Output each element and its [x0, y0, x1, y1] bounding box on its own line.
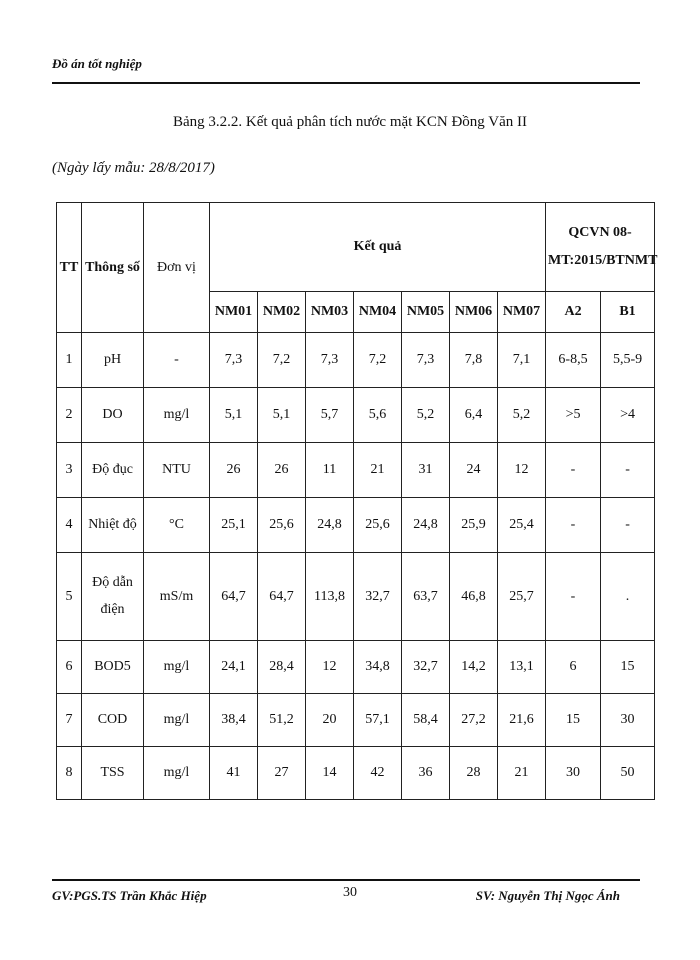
result-value: 5,1 — [210, 388, 258, 443]
table-row — [57, 498, 655, 553]
result-value: 25,1 — [210, 498, 258, 553]
footer-rule — [52, 879, 640, 881]
row-number: 5 — [57, 553, 82, 641]
limit-a2: 30 — [546, 747, 601, 800]
result-value: 25,9 — [450, 498, 498, 553]
table-row — [57, 641, 655, 694]
param-name: COD — [82, 694, 144, 747]
unit: mg/l — [144, 641, 210, 694]
result-value: 7,2 — [258, 333, 306, 388]
result-value: 31 — [402, 443, 450, 498]
result-value: 5,2 — [402, 388, 450, 443]
result-value: 24,8 — [402, 498, 450, 553]
header-row-1 — [57, 203, 655, 292]
result-value: 27 — [258, 747, 306, 800]
result-value: 12 — [306, 641, 354, 694]
table-row — [57, 333, 655, 388]
footer-advisor: GV:PGS.TS Trần Khắc Hiệp — [52, 888, 207, 903]
footer-student: SV: Nguyễn Thị Ngọc Ánh — [475, 888, 620, 903]
result-value: 11 — [306, 443, 354, 498]
table-row — [57, 747, 655, 800]
result-value: 25,6 — [354, 498, 402, 553]
result-value: 5,6 — [354, 388, 402, 443]
table-row — [57, 694, 655, 747]
result-value: 7,8 — [450, 333, 498, 388]
limit-header-b1: B1 — [601, 292, 655, 333]
limit-b1: - — [601, 498, 655, 553]
param-name: BOD5 — [82, 641, 144, 694]
result-value: 21,6 — [498, 694, 546, 747]
result-value: 27,2 — [450, 694, 498, 747]
result-value: 7,2 — [354, 333, 402, 388]
param-name: pH — [82, 333, 144, 388]
unit: mS/m — [144, 553, 210, 641]
param-name: DO — [82, 388, 144, 443]
result-value: 32,7 — [402, 641, 450, 694]
unit: °C — [144, 498, 210, 553]
result-value: 14 — [306, 747, 354, 800]
site-header: NM04 — [354, 292, 402, 333]
unit: NTU — [144, 443, 210, 498]
limit-b1: 30 — [601, 694, 655, 747]
row-number: 6 — [57, 641, 82, 694]
result-value: 34,8 — [354, 641, 402, 694]
table-row — [57, 388, 655, 443]
header-rule — [52, 82, 640, 84]
result-value: 113,8 — [306, 553, 354, 641]
document-header: Đồ án tốt nghiệp — [52, 56, 142, 71]
result-value: 12 — [498, 443, 546, 498]
col-header-standard: QCVN 08-MT:2015/BTNMT — [546, 203, 655, 292]
row-number: 7 — [57, 694, 82, 747]
page-number: 30 — [343, 885, 357, 900]
result-value: 5,1 — [258, 388, 306, 443]
unit: mg/l — [144, 694, 210, 747]
result-value: 24,1 — [210, 641, 258, 694]
col-header-tt: TT — [57, 203, 82, 333]
site-header: NM03 — [306, 292, 354, 333]
table-row — [57, 443, 655, 498]
site-header: NM06 — [450, 292, 498, 333]
row-number: 1 — [57, 333, 82, 388]
result-value: 6,4 — [450, 388, 498, 443]
result-value: 7,3 — [306, 333, 354, 388]
param-name: Độ đục — [82, 443, 144, 498]
result-value: 46,8 — [450, 553, 498, 641]
sample-date-note: (Ngày lấy mẫu: 28/8/2017) — [52, 160, 215, 176]
result-value: 64,7 — [210, 553, 258, 641]
result-value: 13,1 — [498, 641, 546, 694]
row-number: 4 — [57, 498, 82, 553]
result-value: 64,7 — [258, 553, 306, 641]
result-value: 5,2 — [498, 388, 546, 443]
result-value: 26 — [258, 443, 306, 498]
result-value: 5,7 — [306, 388, 354, 443]
param-name: Độ dẫn điện — [82, 553, 144, 641]
unit: mg/l — [144, 388, 210, 443]
site-header: NM07 — [498, 292, 546, 333]
limit-b1: - — [601, 443, 655, 498]
result-value: 25,7 — [498, 553, 546, 641]
limit-a2: 15 — [546, 694, 601, 747]
limit-b1: 50 — [601, 747, 655, 800]
limit-a2: >5 — [546, 388, 601, 443]
result-value: 41 — [210, 747, 258, 800]
result-value: 26 — [210, 443, 258, 498]
result-value: 21 — [498, 747, 546, 800]
result-value: 28,4 — [258, 641, 306, 694]
site-header: NM01 — [210, 292, 258, 333]
result-value: 24 — [450, 443, 498, 498]
limit-a2: 6-8,5 — [546, 333, 601, 388]
row-number: 2 — [57, 388, 82, 443]
result-value: 25,6 — [258, 498, 306, 553]
param-name: TSS — [82, 747, 144, 800]
result-value: 20 — [306, 694, 354, 747]
result-value: 14,2 — [450, 641, 498, 694]
table-row — [57, 553, 655, 641]
row-number: 3 — [57, 443, 82, 498]
result-value: 7,3 — [402, 333, 450, 388]
param-name: Nhiệt độ — [82, 498, 144, 553]
col-header-result: Kết quả — [210, 203, 546, 292]
limit-a2: - — [546, 553, 601, 641]
table-caption: Bảng 3.2.2. Kết quả phân tích nước mặt KCN Đồng Văn II — [172, 114, 528, 130]
limit-b1: >4 — [601, 388, 655, 443]
limit-a2: - — [546, 443, 601, 498]
row-number: 8 — [57, 747, 82, 800]
limit-a2: - — [546, 498, 601, 553]
result-value: 21 — [354, 443, 402, 498]
unit: mg/l — [144, 747, 210, 800]
limit-b1: 5,5-9 — [601, 333, 655, 388]
result-value: 38,4 — [210, 694, 258, 747]
site-header: NM05 — [402, 292, 450, 333]
result-value: 63,7 — [402, 553, 450, 641]
result-value: 7,3 — [210, 333, 258, 388]
result-value: 57,1 — [354, 694, 402, 747]
limit-a2: 6 — [546, 641, 601, 694]
result-value: 28 — [450, 747, 498, 800]
result-value: 58,4 — [402, 694, 450, 747]
col-header-unit: Đơn vị — [144, 203, 210, 333]
result-value: 42 — [354, 747, 402, 800]
unit: - — [144, 333, 210, 388]
limit-header-a2: A2 — [546, 292, 601, 333]
result-value: 24,8 — [306, 498, 354, 553]
result-value: 32,7 — [354, 553, 402, 641]
result-value: 7,1 — [498, 333, 546, 388]
result-value: 36 — [402, 747, 450, 800]
results-table — [56, 202, 658, 800]
result-value: 25,4 — [498, 498, 546, 553]
result-value: 51,2 — [258, 694, 306, 747]
site-header: NM02 — [258, 292, 306, 333]
limit-b1: . — [601, 553, 655, 641]
col-header-param: Thông số — [82, 203, 144, 333]
limit-b1: 15 — [601, 641, 655, 694]
